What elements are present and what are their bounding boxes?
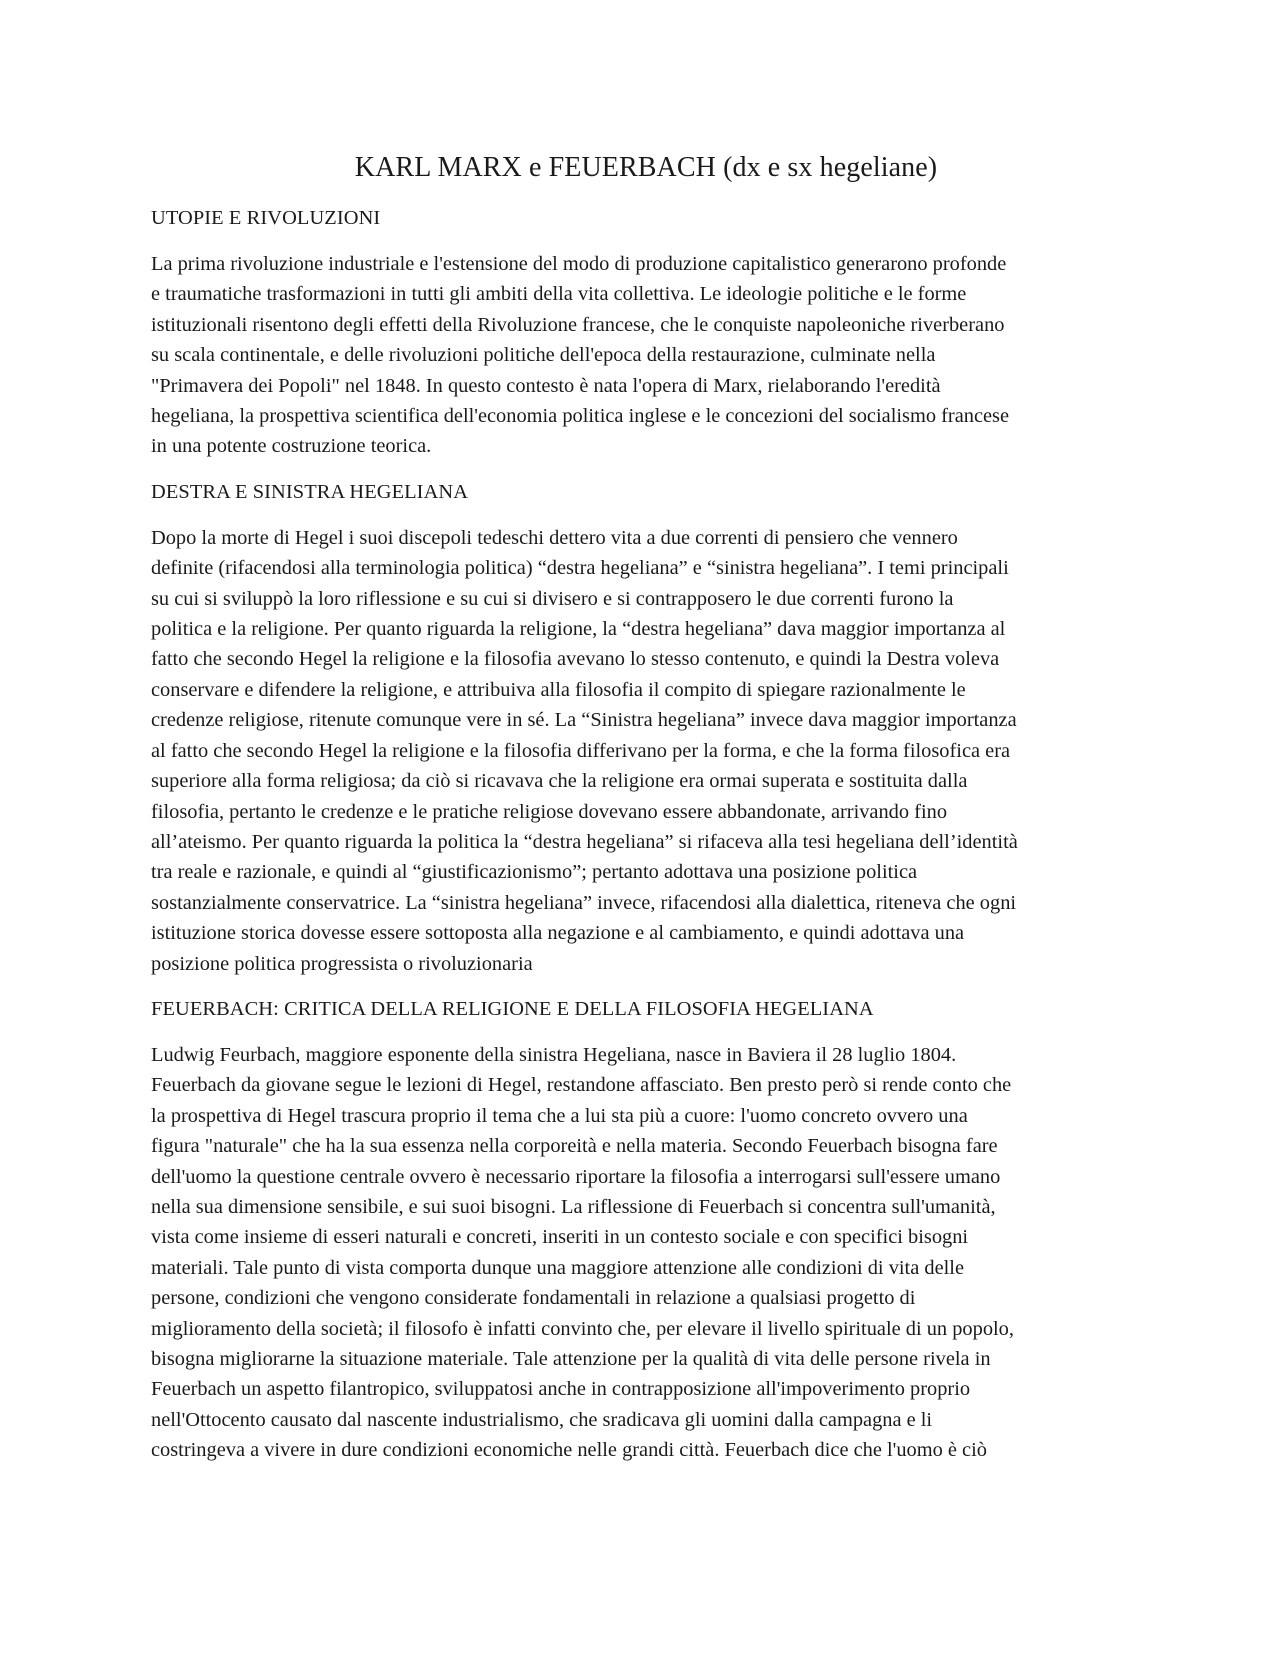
document-content bbox=[151, 148, 1141, 1480]
section-heading-utopie: UTOPIE E RIVOLUZIONI bbox=[151, 207, 381, 229]
paragraph-feuerbach: Ludwig Feurbach, maggiore esponente della sinistra Hegeliana, nasce in Baviera il 28 luglio 1804. Feuerbach da giovane segue le lezioni di Hegel, restandone affasciato. Ben presto però si rende conto che la prospettiva di Hegel trascura proprio il tema che a lui sta più a cuore: l'uomo concreto ovvero una figura "naturale" che ha la sua essenza nella corporeità e nella materia. Secondo Feuerbach bisogna fare dell'uomo la questione centrale ovvero è necessario riportare la filosofia a interrogarsi sull'essere umano nella sua dimensione sensibile, e sui suoi bisogni. La riflessione di Feuerbach si concentra sull'umanità, vista come insieme di esseri naturali e concreti, inseriti in un contesto sociale e con specifici bisogni materiali. Tale punto di vista comporta dunque una maggiore attenzione alle condizioni di vita delle persone, condizioni che vengono considerate fondamentali in relazione a qualsiasi progetto di miglioramento della società; il filosofo è infatti convinto che, per elevare il livello spirituale di un popolo, bisogna migliorarne la situazione materiale. Tale attenzione per la qualità di vita delle persone rivela in Feuerbach un aspetto filantropico, sviluppatosi anche in contrapposizione all'impoverimento proprio nell'Ottocento causato dal nascente industrialismo, che sradicava gli uomini dalla campagna e li costringeva a vivere in dure condizioni economiche nelle grandi città. Feuerbach dice che l'uomo è ciò bbox=[151, 1043, 1014, 1462]
section-heading-destra-sinistra: DESTRA E SINISTRA HEGELIANA bbox=[151, 480, 469, 503]
section-heading-feuerbach: FEUERBACH: CRITICA DELLA RELIGIONE E DELLA FILOSOFIA HEGELIANA bbox=[151, 997, 874, 1020]
document-title: KARL MARX e FEUERBACH (dx e sx hegeliane) bbox=[354, 152, 938, 183]
paragraph-utopie: La prima rivoluzione industriale e l'estensione del modo di produzione capitalistico generarono profonde e traumatiche trasformazioni in tutti gli ambiti della vita collettiva. Le ideologie politiche e le forme istituzionali risentono degli effetti della Rivoluzione francese, che le conquiste napoleoniche riverberano su scala continentale, e delle rivoluzioni politiche dell'epoca della restaurazione, culminate nella "Primavera dei Popoli" nel 1848. In questo contesto è nata l'opera di Marx, rielaborando l'eredità hegeliana, la prospettiva scientifica dell'economia politica inglese e le concezioni del socialismo francese in una potente costruzione teorica. bbox=[151, 253, 1010, 458]
paragraph-destra-sinistra: Dopo la morte di Hegel i suoi discepoli tedeschi dettero vita a due correnti di pensiero che vennero definite (rifacendosi alla terminologia politica) “destra hegeliana” e “sinistra hegeliana”. I temi principali su cui si sviluppò la loro riflessione e su cui si divisero e si contrapposero le due correnti furono la politica e la religione. Per quanto riguarda la religione, la “destra hegeliana” dava maggior importanza al fatto che secondo Hegel la religione e la filosofia avevano lo stesso contenuto, e quindi la Destra voleva conservare e difendere la religione, e attribuiva alla filosofia il compito di spiegare razionalmente le credenze religiose, ritenute comunque vere in sé. La “Sinistra hegeliana” invece dava maggior importanza al fatto che secondo Hegel la religione e la filosofia differivano per la forma, e che la forma filosofica era superiore alla forma religiosa; da ciò si ricavava che la religione era ormai superata e sostituita dalla filosofia, pertanto le credenze e le pratiche religiose dovevano essere abbandonate, arrivando fino all’ateismo. Per quanto riguarda la politica la “destra hegeliana” si rifaceva alla tesi hegeliana dell’identità tra reale e razionale, e quindi al “giustificazionismo”; pertanto adottava una posizione politica sostanzialmente conservatrice. La “sinistra hegeliana” invece, rifacendosi alla dialettica, riteneva che ogni istituzione storica dovesse essere sottoposta alla negazione e al cambiamento, e quindi adottava una posizione politica progressista o rivoluzionaria bbox=[151, 526, 1018, 975]
